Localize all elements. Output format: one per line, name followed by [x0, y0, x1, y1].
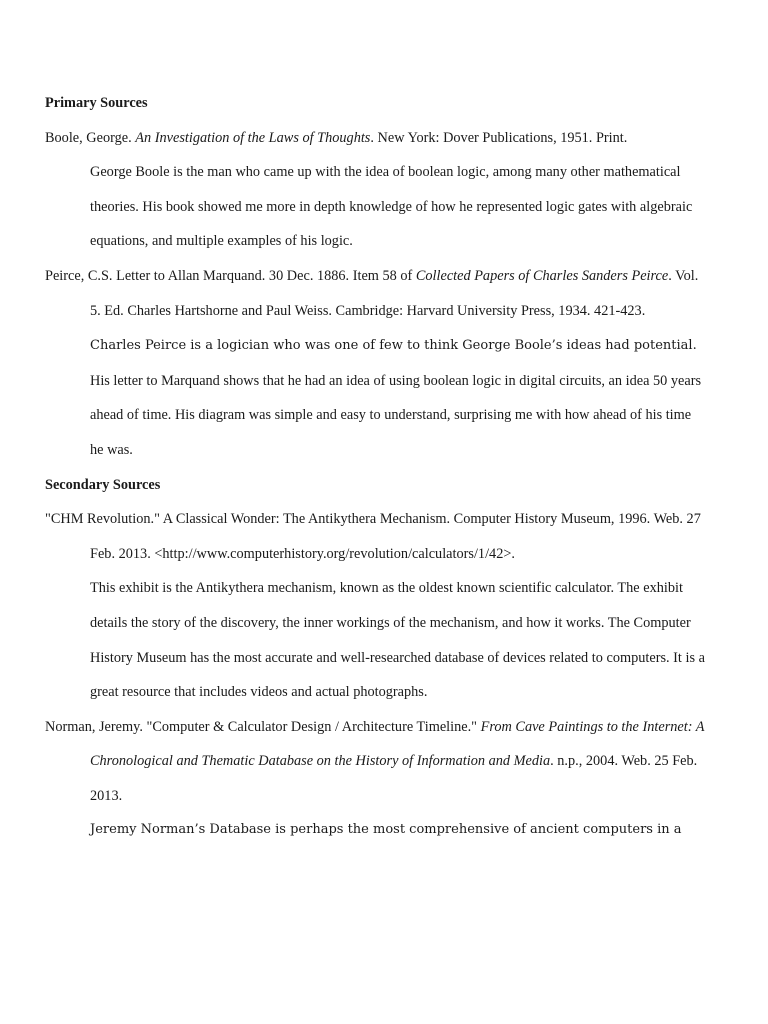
citation-peirce — [45, 259, 708, 328]
secondary-sources-heading: Secondary Sources — [45, 476, 161, 493]
annotation-chm: This exhibit is the Antikythera mechanism, known as the oldest known scientific calculator. The exhibit details the story of the discovery, the inner workings of the mechanism, and how it works. The Computer History Museum has the most accurate and well-researched database of devices related to computers. It is a great resource that includes videos and actual photographs. — [90, 580, 705, 701]
citation-author: Boole, George. — [45, 129, 136, 146]
annotation-peirce-alt-font: Charles Peirce is a logician who was one of few to think George Boole’s ideas had potential. — [90, 338, 697, 354]
citation-publication: . New York: Dover Publications, 1951. Print. — [370, 129, 628, 146]
annotation-peirce-rest: His letter to Marquand shows that he had an idea of using boolean logic in digital circuits, an idea 50 years ahead of time. His diagram was simple and easy to understand, surprising me with how ahead of his time he was. — [90, 372, 702, 458]
entry-boole — [45, 121, 708, 259]
entry-peirce — [45, 259, 708, 468]
annotation-peirce — [45, 328, 708, 467]
citation-publication: . Vol. 5. Ed. Charles Hartshorne and Paul Weiss. Cambridge: Harvard University Press, 1934. 421-423. — [90, 267, 699, 319]
entry-chm — [45, 502, 708, 710]
citation-author: Peirce, C.S. Letter to Allan Marquand. 30 Dec. 1886. Item 58 of — [45, 267, 416, 284]
citation-title: Collected Papers of Charles Sanders Peirce — [415, 267, 669, 284]
annotation-norman: Jeremy Norman’s Database is perhaps the most comprehensive of ancient computers in a — [90, 822, 682, 838]
citation-title: An Investigation of the Laws of Thoughts — [135, 129, 371, 146]
annotation-boole: George Boole is the man who came up with the idea of boolean logic, among many other mathematical theories. His book showed me more in depth knowledge of how he represented logic gates with algebraic equations, and multiple examples of his logic. — [90, 164, 693, 250]
citation-author: Norman, Jeremy. "Computer & Calculator Design / Architecture Timeline." — [45, 718, 481, 735]
entry-norman — [45, 710, 708, 848]
citation-title: From Cave Paintings to the Internet: A Chronological and Thematic Database on the History of Information and Media — [90, 718, 705, 770]
citation-publication: . n.p., 2004. Web. 25 Feb. 2013. — [90, 753, 698, 804]
citation-boole — [45, 121, 708, 156]
citation-norman — [45, 710, 708, 814]
citation-chm: "CHM Revolution." A Classical Wonder: The Antikythera Mechanism. Computer History Museum, 1996. Web. 27 Feb. 2013. <http://www.computerhistory.org/revolution/calculators/1/42>. — [45, 511, 701, 562]
primary-sources-heading: Primary Sources — [45, 95, 148, 111]
